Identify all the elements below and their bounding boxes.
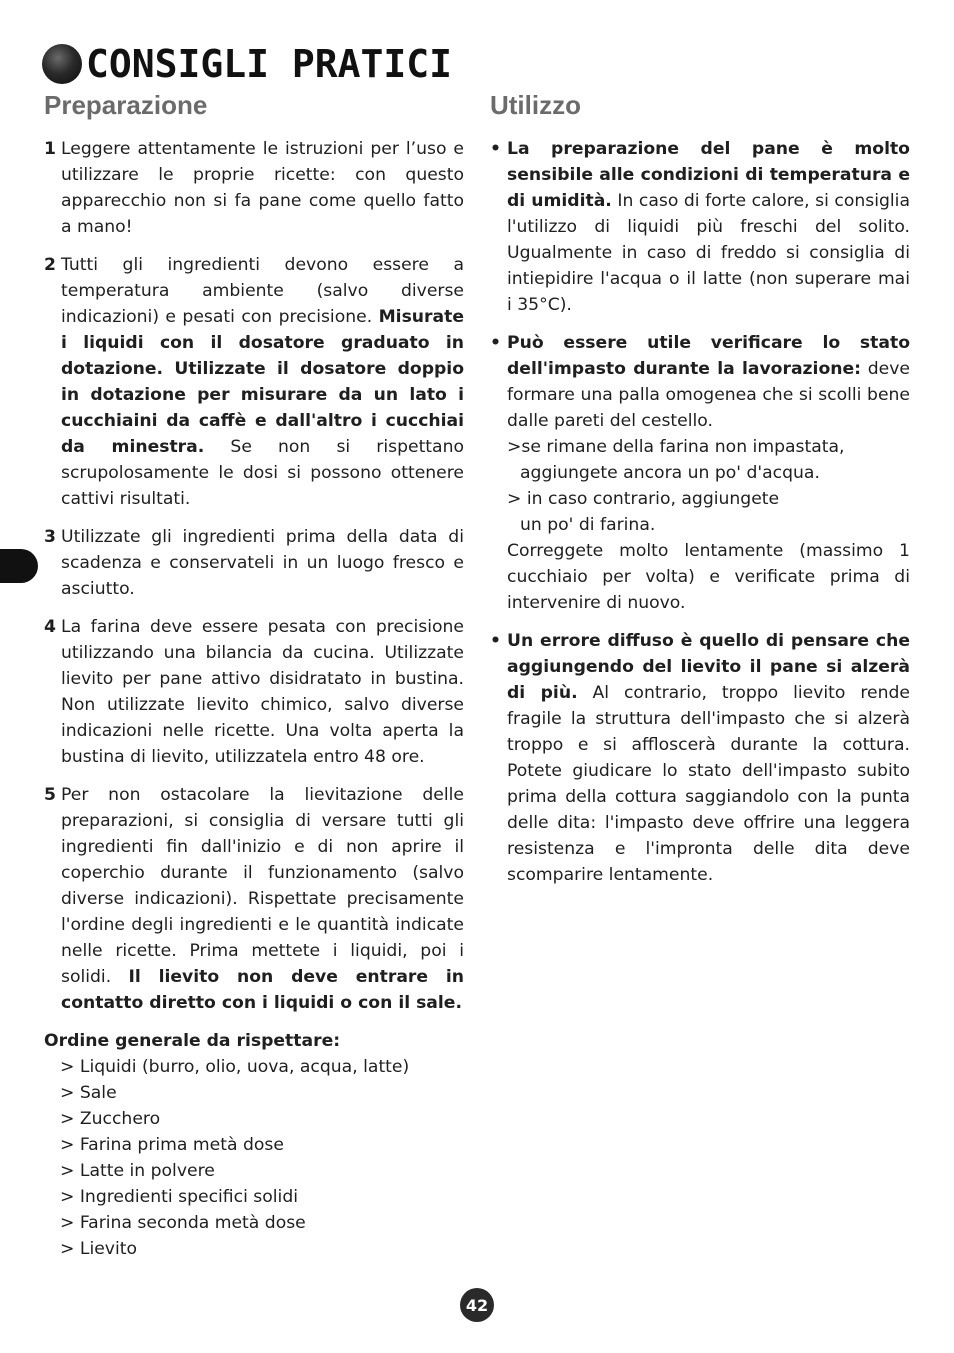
sub-note: aggiungete ancora un po' d'acqua. <box>520 463 820 483</box>
list-item <box>44 524 464 602</box>
sub-note: > in caso contrario, aggiungete <box>507 489 780 509</box>
bullet-text: Può essere utile verificare lo stato dell'impasto durante la lavorazione: deve formare una palla omogenea che si scolli bene dalle pareti del cestello. >se rimane della farina non impastata, aggiungete ancora un po' d'acqua. > in caso contrario, aggiungete un po' di farina. Correggete molto lentamente (massimo 1 cucchiaio per volta) e verificate prima di intervenire di nuovo. <box>507 330 910 616</box>
bullet-icon: • <box>490 631 501 651</box>
section-heading-preparazione: Preparazione <box>44 90 208 120</box>
order-item: > Ingredienti specifici solidi <box>60 1187 299 1207</box>
sub-note: >se rimane della farina non impastata, <box>507 437 845 457</box>
item-text: Per non ostacolare la lievitazione delle preparazioni, si consiglia di versare tutti gli ingredienti fin dall'inizio e di non aprire il coperchio durante il funzionamento (salvo diverse indicazioni). Rispettate precisamente l'ordine degli ingredienti e le quantità indicate nelle ricette. Prima mettete i liquidi, poi i solidi. Il lievito non deve entrare in contatto diretto con i liquidi o con il sale. <box>61 785 464 1013</box>
order-item: > Liquidi (burro, olio, uova, acqua, latte) <box>60 1057 410 1077</box>
order-heading: Ordine generale da rispettare: <box>44 1031 341 1051</box>
bullet-tail-text: Correggete molto lentamente (massimo 1 cucchiaio per volta) e verificate prima di intervenire di nuovo. <box>507 541 910 613</box>
order-list <box>44 1054 464 1262</box>
bullet-item <box>490 330 910 616</box>
item-number: 4 <box>44 617 56 637</box>
bullet-icon: • <box>490 333 501 353</box>
bullet-text: La preparazione del pane è molto sensibile alle condizioni di temperatura e di umidità. In caso di forte calore, si consiglia l'utilizzo di liquidi più freschi del solito. Ugualmente in caso di freddo si consiglia di intiepidire l'acqua o il latte (non superare mai i 35°C). <box>507 139 910 315</box>
bullet-item <box>490 136 910 318</box>
page-header <box>42 38 452 90</box>
list-item <box>44 136 464 240</box>
page-title: CONSIGLI PRATICI <box>86 42 453 86</box>
section-heading-utilizzo: Utilizzo <box>490 90 581 120</box>
order-item: > Lievito <box>60 1239 137 1259</box>
list-item <box>44 782 464 1016</box>
bullet-icon: • <box>490 139 501 159</box>
item-number: 5 <box>44 785 56 805</box>
item-number: 3 <box>44 527 56 547</box>
order-item: > Farina prima metà dose <box>60 1135 284 1155</box>
list-item <box>44 614 464 770</box>
utilizzo-column <box>490 136 910 900</box>
order-item: > Zucchero <box>60 1109 161 1129</box>
list-item <box>44 252 464 512</box>
item-text: La farina deve essere pesata con precisione utilizzando una bilancia da cucina. Utilizzate lievito per pane attivo disidratato in bustina. Non utilizzate lievito chimico, salvo diverse indicazioni nelle ricette. Una volta aperta la bustina di lievito, utilizzatela entro 48 ore. <box>61 617 464 767</box>
item-text: Tutti gli ingredienti devono essere a temperatura ambiente (salvo diverse indicazioni) e pesati con precisione. Misurate i liquidi con il dosatore graduato in dotazione. Utilizzate il dosatore doppio in dotazione per misurare da un lato i cucchiaini da caffè e dall'altro i cucchiai da minestra. Se non si rispettano scrupolosamente le dosi si possono ottenere cattivi risultati. <box>61 255 464 509</box>
item-text: Leggere attentamente le istruzioni per l’uso e utilizzare le proprie ricette: con questo apparecchio non si fa pane come quello fatto a mano! <box>61 139 464 237</box>
page-number: 42 <box>460 1288 494 1322</box>
order-item: > Latte in polvere <box>60 1161 215 1181</box>
sub-note: un po' di farina. <box>520 515 656 535</box>
bullet-item <box>490 628 910 888</box>
item-number: 2 <box>44 255 56 275</box>
section-tab-marker <box>0 549 38 583</box>
order-item: > Sale <box>60 1083 117 1103</box>
item-text: Utilizzate gli ingredienti prima della data di scadenza e conservateli in un luogo fresco e asciutto. <box>61 527 464 599</box>
order-item: > Farina seconda metà dose <box>60 1213 306 1233</box>
preparazione-column <box>44 136 464 1262</box>
item-number: 1 <box>44 139 56 159</box>
bullet-circle-icon <box>42 44 82 84</box>
bullet-text: Un errore diffuso è quello di pensare che aggiungendo del lievito il pane si alzerà di più. Al contrario, troppo lievito rende fragile la struttura dell'impasto che si alzerà troppo e si affloscerà durante la cottura. Potete giudicare lo stato dell'impasto subito prima della cottura saggiandolo con la punta delle dita: l'impasto deve offrire una leggera resistenza e l'impronta delle dita deve scomparire lentamente. <box>507 631 911 885</box>
